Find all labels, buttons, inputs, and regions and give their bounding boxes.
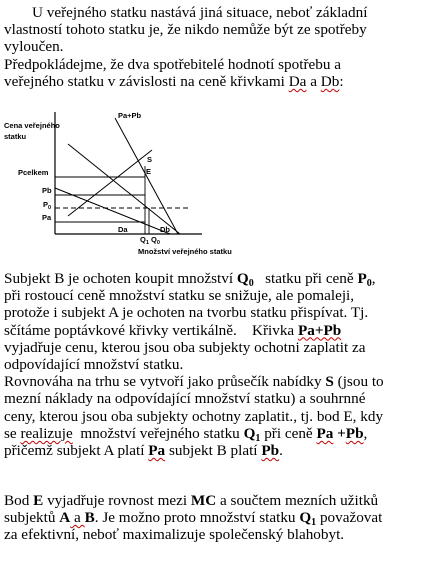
y-axis-label-1: Cena veřejného: [4, 121, 60, 130]
body-line-1: [4, 270, 442, 287]
symbol-pb: Pb: [345, 424, 364, 442]
body-line-7-end: (jsou to: [333, 373, 384, 391]
body-line-5: vyjadřuje cenu, kterou jsou oba subjekty ochotni zaplatit za: [4, 338, 366, 356]
word-a: a: [70, 509, 85, 527]
intro-line-3: vyloučen.: [4, 38, 64, 56]
label-pa: Pa: [42, 213, 52, 222]
intro-line-2: vlastností tohoto statku je, že nikdo nemůže být ze spotřeby: [4, 21, 367, 39]
symbol-q1-sub: 1: [255, 432, 261, 444]
symbol-e: E: [33, 492, 44, 509]
symbol-q1-main: Q: [243, 424, 256, 442]
label-e: E: [146, 167, 152, 176]
curve-name-da: Da: [288, 72, 307, 90]
symbol-q1-2-sub: 1: [311, 517, 317, 529]
symbol-q0-main: Q: [236, 270, 249, 287]
body-line-11: [4, 442, 442, 459]
label-p0-main: P: [43, 200, 49, 209]
intro-line-5: [4, 73, 442, 90]
label-q1-main: Q: [140, 235, 146, 244]
body-line-4: [4, 322, 442, 339]
body-line-8: mezní náklady na odpovídající množství statku) a souhrnné: [4, 390, 366, 408]
word-realizuje: realizuje: [20, 424, 73, 442]
curve-name-db: Db: [320, 72, 340, 90]
label-q0: [151, 235, 160, 246]
label-pb: Pb: [42, 186, 52, 195]
body-line-10: [4, 425, 442, 442]
label-q1: [140, 235, 149, 246]
explanation-paragraph: [4, 270, 442, 459]
closing-line-2-end: považovat: [316, 509, 383, 527]
intro-line-5-colon: :: [339, 72, 344, 90]
symbol-pa-pb: Pa+Pb: [297, 321, 342, 339]
label-da: Da: [118, 225, 128, 234]
body-line-4-text: sčítáme poptávkové křivky vertikálně. Křivka: [4, 321, 298, 339]
closing-line-2-start: subjektů: [4, 509, 60, 527]
body-line-11-end: .: [279, 442, 283, 460]
body-line-7-text: Rovnováha na trhu se vytvoří jako průsečík nabídky: [4, 373, 326, 391]
body-line-2: při rostoucí ceně množství statku se snižuje, ale pomaleji,: [4, 287, 355, 305]
closing-line-1: [4, 492, 442, 509]
symbol-b: B: [84, 509, 95, 527]
label-q1-sub: 1: [145, 240, 149, 246]
public-good-demand-diagram: [0, 104, 445, 270]
body-line-10-start: se: [4, 424, 21, 442]
symbol-q0-sub: 0: [248, 278, 254, 289]
body-line-3: protože i subjekt A je ochoten na tvorbu statku přispívat. Tj.: [4, 304, 369, 322]
symbol-q0: [237, 270, 254, 287]
body-line-10-text: množství veřejného statku: [72, 424, 244, 442]
label-q0-main: Q: [151, 235, 157, 244]
closing-line-2: [4, 509, 442, 529]
body-line-9: ceny, kterou jsou oba subjekty ochotny zaplatit., tj. bod E, kdy: [4, 407, 384, 425]
body-line-6: odpovídající množství statku.: [4, 356, 184, 374]
closing-line-1-text: vyjadřuje rovnost mezi: [43, 492, 191, 509]
symbol-pb-2: Pb: [261, 442, 280, 460]
body-line-10-end: ,: [363, 424, 368, 442]
symbol-q1: [244, 425, 261, 442]
label-pa-pb: Pa+Pb: [118, 111, 142, 120]
symbol-p0-sub: 0: [366, 278, 372, 289]
y-axis-label-2: statku: [4, 132, 27, 141]
closing-line-1-end: a součtem mezních užitků: [216, 492, 379, 509]
intro-line-5-text: veřejného statku v závislosti na ceně křivkami: [4, 72, 289, 90]
symbol-p0: [357, 270, 371, 287]
intro-line-4: Předpokládejme, že dva spotřebitelé hodnotí spotřebu a: [4, 55, 341, 73]
label-celkem: Pcelkem: [18, 168, 49, 177]
intro-line-5-and: a: [306, 72, 321, 90]
curve-supply: [68, 150, 152, 216]
label-p0: [43, 200, 51, 211]
body-line-11-text: přičemž subjekt A platí: [4, 442, 149, 460]
body-line-10-mid: při ceně: [260, 424, 317, 442]
closing-line-3: za efektivní, neboť maximalizuje společenský blahobyt.: [4, 526, 345, 544]
closing-paragraph: [4, 492, 442, 544]
symbol-pa: Pa: [316, 424, 334, 442]
body-line-1-end: ,: [371, 270, 376, 287]
symbol-mc: MC: [190, 492, 217, 509]
symbol-plus: +: [333, 424, 346, 442]
curve-db: [68, 144, 180, 234]
body-line-11-mid: subjekt B platí: [165, 442, 262, 460]
symbol-q1-2-main: Q: [299, 509, 312, 527]
closing-line-2-text: . Je možno proto množství statku: [94, 509, 300, 527]
x-axis-label: Množství veřejného statku: [138, 247, 232, 256]
symbol-pa-2: Pa: [148, 442, 166, 460]
intro-paragraph: [4, 4, 442, 90]
body-line-7: [4, 373, 442, 390]
curve-pa-pb: [115, 118, 178, 234]
body-line-1-mid: statku při ceně: [253, 270, 358, 287]
closing-line-1-start: Bod: [4, 492, 34, 509]
symbol-a: A: [59, 509, 71, 527]
symbol-p0-main: P: [357, 270, 367, 287]
label-s: S: [147, 155, 153, 164]
label-db: Db: [160, 225, 170, 234]
label-p0-sub: 0: [48, 205, 52, 211]
symbol-s: S: [325, 373, 334, 391]
label-q0-sub: 0: [156, 240, 160, 246]
intro-line-1: U veřejného statku nastává jiná situace, neboť základní: [32, 4, 368, 21]
body-line-1-text: Subjekt B je ochoten koupit množství: [4, 270, 237, 287]
symbol-q1-2: [299, 509, 317, 529]
